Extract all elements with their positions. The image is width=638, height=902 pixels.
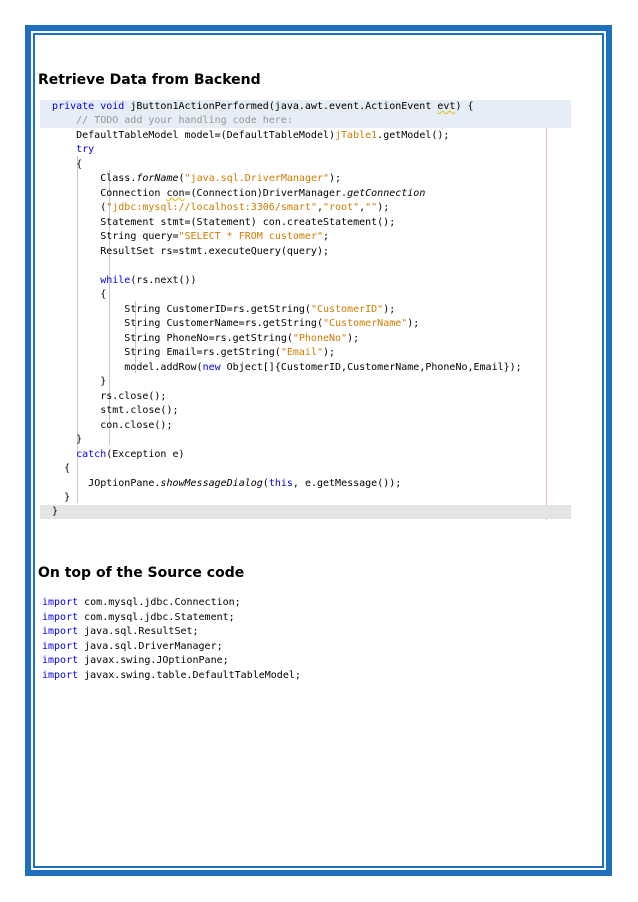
code-line: String PhoneNo=rs.getString("PhoneNo"); bbox=[124, 333, 360, 344]
code-line: { bbox=[100, 289, 107, 300]
import-line: import java.sql.ResultSet; bbox=[42, 626, 199, 638]
code-line: model.addRow(new Object[]{CustomerID,CustomerName,PhoneNo,Email}); bbox=[124, 362, 522, 373]
code-line: String query="SELECT * FROM customer"; bbox=[100, 231, 330, 242]
code-line: ("jdbc:mysql://localhost:3306/smart","root",""); bbox=[100, 202, 390, 213]
code-line: ResultSet rs=stmt.executeQuery(query); bbox=[100, 246, 329, 257]
imports-block bbox=[42, 596, 301, 684]
code-line: while(rs.next()) bbox=[100, 275, 197, 286]
code-line: String Email=rs.getString("Email"); bbox=[124, 347, 336, 358]
import-line: import com.mysql.jdbc.Connection; bbox=[42, 597, 241, 608]
source-top-heading: On top of the Source code bbox=[38, 565, 245, 581]
right-margin-line bbox=[546, 100, 547, 520]
import-line: import com.mysql.jdbc.Statement; bbox=[42, 611, 235, 623]
code-line: Connection con=(Connection)DriverManager.getConnection bbox=[100, 188, 426, 199]
code-line: Statement stmt=(Statement) con.createStatement(); bbox=[100, 217, 396, 228]
code-line: con.close(); bbox=[100, 420, 173, 431]
code-line: } bbox=[76, 434, 83, 445]
code-line: } bbox=[100, 376, 107, 387]
code-line: String CustomerName=rs.getString("CustomerName"); bbox=[124, 318, 420, 329]
code-line: catch(Exception e) bbox=[76, 449, 185, 460]
code-line: // TODO add your handling code here: bbox=[40, 114, 571, 128]
code-line: { bbox=[76, 159, 83, 170]
code-line: DefaultTableModel model=(DefaultTableModel)jTable1.getModel(); bbox=[76, 130, 450, 141]
code-line: private void jButton1ActionPerformed(java.awt.event.ActionEvent evt) { bbox=[40, 100, 571, 114]
code-line: try bbox=[76, 144, 95, 155]
code-line: { bbox=[64, 463, 71, 474]
code-line: String CustomerID=rs.getString("CustomerID"); bbox=[124, 304, 396, 315]
code-snippet-action-performed bbox=[40, 100, 571, 520]
retrieve-data-heading: Retrieve Data from Backend bbox=[38, 72, 261, 88]
code-line: rs.close(); bbox=[100, 391, 167, 402]
import-line: import javax.swing.JOptionPane; bbox=[42, 655, 229, 667]
import-line: import javax.swing.table.DefaultTableModel; bbox=[42, 669, 301, 681]
code-line: stmt.close(); bbox=[100, 405, 179, 416]
import-line: import java.sql.DriverManager; bbox=[42, 640, 223, 652]
code-line: Class.forName("java.sql.DriverManager"); bbox=[100, 173, 342, 184]
code-line: } bbox=[40, 505, 571, 519]
code-line: JOptionPane.showMessageDialog(this, e.getMessage()); bbox=[88, 478, 402, 489]
code-line: } bbox=[64, 492, 71, 503]
